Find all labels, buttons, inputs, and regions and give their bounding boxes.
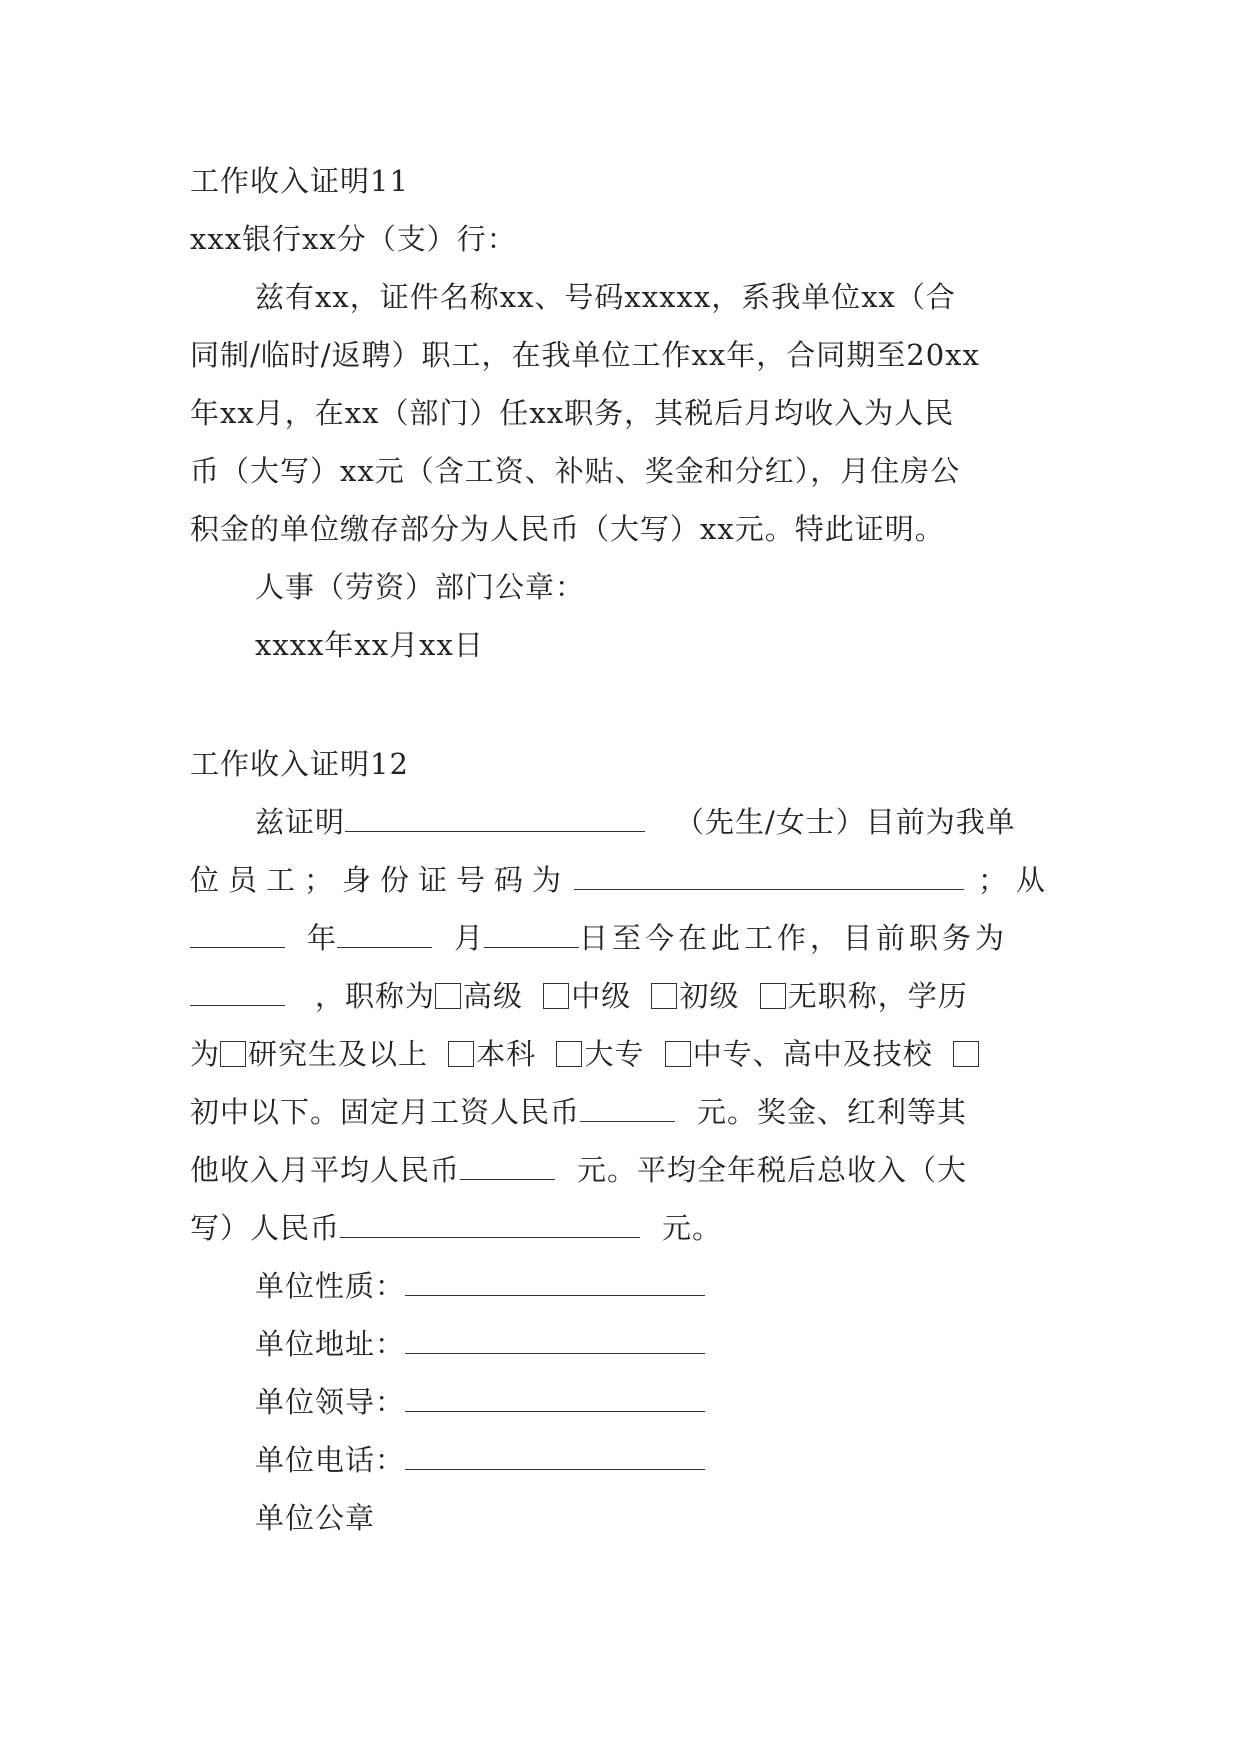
checkbox-label: 高级	[463, 979, 524, 1013]
title-intermediate-checkbox[interactable]	[543, 983, 569, 1009]
cert12-text: 为	[190, 1037, 221, 1071]
cert12-text: 日至今在此工作，目前职务为	[579, 921, 1009, 955]
cert12-line-5	[190, 1025, 1050, 1083]
cert12-text: ；从	[978, 863, 1055, 897]
checkbox-label: 大专	[584, 1037, 645, 1071]
unit-nature-label: 单位性质：	[255, 1269, 406, 1303]
cert11-date: xxxx年xx月xx日	[255, 628, 484, 662]
unit-phone-label: 单位电话：	[255, 1443, 406, 1477]
cert12-line-1	[255, 793, 1050, 851]
cert12-text: 元。	[662, 1211, 723, 1245]
edu-secondary-checkbox[interactable]	[665, 1041, 691, 1067]
cert12-text: 元。奖金、红利等其	[697, 1095, 968, 1129]
edu-below-checkbox[interactable]	[953, 1041, 979, 1067]
position-blank[interactable]	[190, 969, 285, 1006]
cert11-seal-label: 人事（劳资）部门公章：	[255, 570, 586, 604]
unit-phone-row	[255, 1431, 1115, 1489]
unit-leader-row	[255, 1373, 1115, 1431]
cert12-line-4	[190, 967, 1050, 1025]
cert11-body-line-2: 同制/临时/返聘）职工，在我单位工作xx年，合同期至20xx	[190, 338, 980, 372]
edu-college-checkbox[interactable]	[556, 1041, 582, 1067]
title-none-checkbox[interactable]	[760, 983, 786, 1009]
cert12-text: 他收入月平均人民币	[190, 1153, 461, 1187]
cert12-line-3	[190, 909, 1050, 967]
cert12-line-6	[190, 1083, 1050, 1141]
checkbox-label: 研究生及以上	[248, 1037, 429, 1071]
id-number-blank[interactable]	[574, 853, 964, 890]
unit-address-label: 单位地址：	[255, 1327, 406, 1361]
unit-address-blank[interactable]	[405, 1317, 705, 1354]
monthly-bonus-blank[interactable]	[460, 1143, 555, 1180]
cert11-addressee: xxx银行xx分（支）行：	[190, 222, 517, 256]
checkbox-label: 初级	[679, 979, 740, 1013]
cert12-line-2	[190, 851, 1055, 909]
title-senior-checkbox[interactable]	[435, 983, 461, 1009]
checkbox-label: 本科	[476, 1037, 537, 1071]
checkbox-label: 中专、高中及技校	[692, 1037, 933, 1071]
unit-leader-blank[interactable]	[405, 1375, 705, 1412]
cert12-text: 兹证明	[255, 805, 346, 839]
start-year-blank[interactable]	[190, 911, 285, 948]
cert11-title: 工作收入证明11	[190, 164, 409, 198]
unit-seal: 单位公章	[255, 1501, 376, 1535]
cert11-body-line-3: 年xx月，在xx（部门）任xx职务，其税后月均收入为人民	[190, 396, 955, 430]
checkbox-label: 无职称，学历	[787, 979, 968, 1013]
cert12-text: 位员工；身份证号码为	[190, 863, 571, 897]
cert12-line-8	[190, 1199, 1050, 1257]
edu-bachelor-checkbox[interactable]	[448, 1041, 474, 1067]
cert11-body-line-4: 币（大写）xx元（含工资、补贴、奖金和分红），月住房公	[190, 454, 961, 488]
unit-leader-label: 单位领导：	[255, 1385, 406, 1419]
edu-graduate-checkbox[interactable]	[220, 1041, 246, 1067]
cert11-body-line-1: 兹有xx，证件名称xx、号码xxxxx，系我单位xx（合	[255, 280, 956, 314]
cert12-text: （先生/女士）目前为我单	[675, 805, 1016, 839]
monthly-salary-blank[interactable]	[580, 1085, 675, 1122]
cert12-text: 年	[307, 921, 338, 955]
start-day-blank[interactable]	[484, 911, 579, 948]
annual-income-blank[interactable]	[340, 1201, 640, 1238]
cert12-text: 写）人民币	[190, 1211, 341, 1245]
title-junior-checkbox[interactable]	[651, 983, 677, 1009]
unit-nature-row	[255, 1257, 1115, 1315]
cert12-text: 元。平均全年税后总收入（大	[577, 1153, 968, 1187]
unit-address-row	[255, 1315, 1115, 1373]
cert12-text: ，职称为	[315, 979, 436, 1013]
cert11-body-line-5: 积金的单位缴存部分为人民币（大写）xx元。特此证明。	[190, 512, 945, 546]
cert12-text: 月	[454, 921, 485, 955]
cert12-title: 工作收入证明12	[190, 747, 409, 781]
cert12-text: 初中以下。固定月工资人民币	[190, 1095, 581, 1129]
start-month-blank[interactable]	[337, 911, 432, 948]
checkbox-label: 中级	[571, 979, 632, 1013]
cert12-line-7	[190, 1141, 1050, 1199]
name-blank[interactable]	[345, 795, 645, 832]
unit-nature-blank[interactable]	[405, 1259, 705, 1296]
unit-phone-blank[interactable]	[405, 1433, 705, 1470]
